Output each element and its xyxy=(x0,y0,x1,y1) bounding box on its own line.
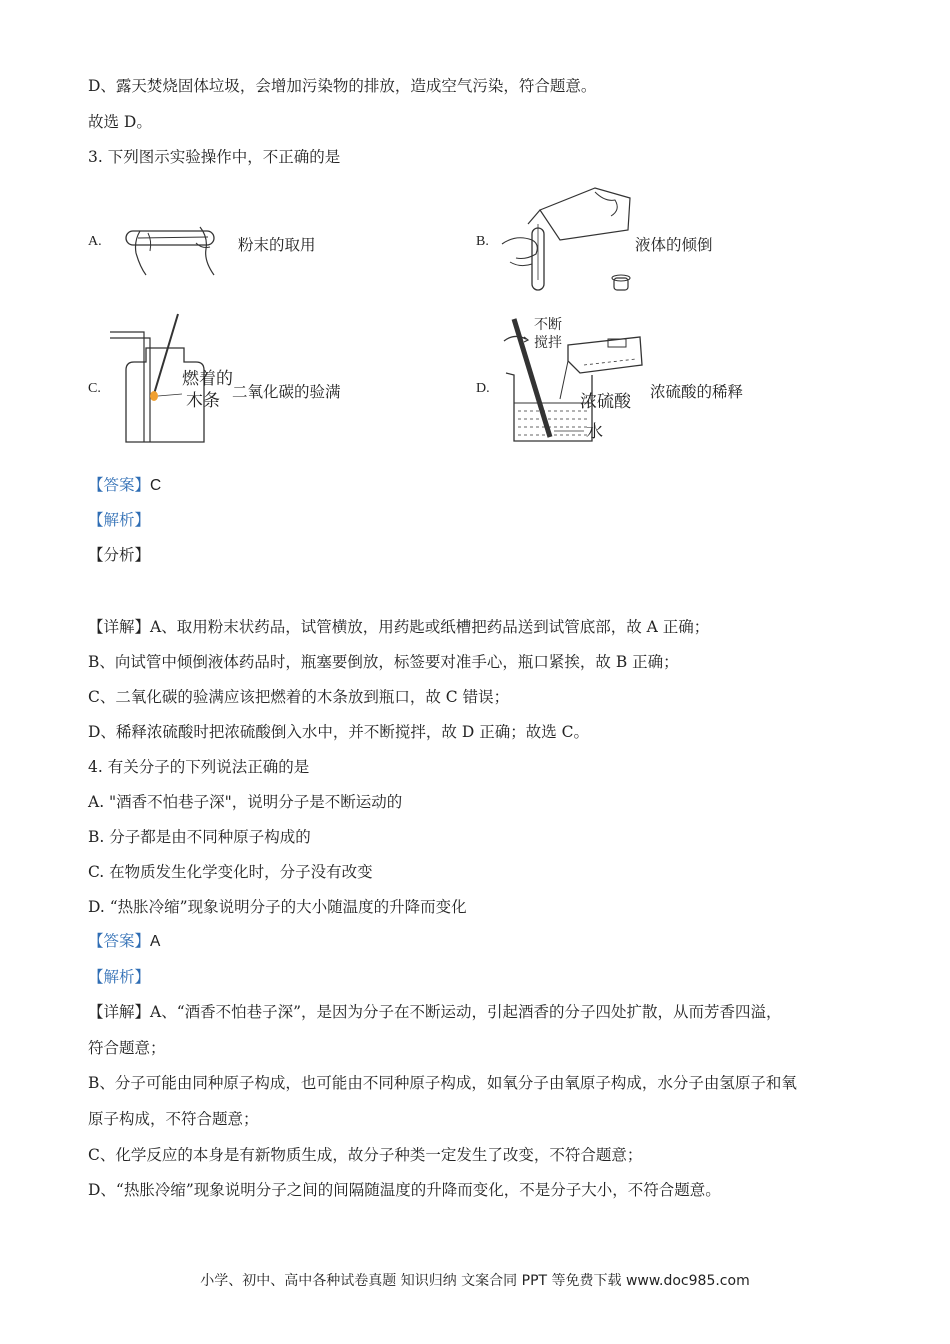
q4-detail-3: C、化学反应的本身是有新物质生成，故分子种类一定发生了改变，不符合题意； xyxy=(88,1146,643,1164)
c-label-stick: 木条 xyxy=(186,391,220,411)
q3-analysis-tag: 【解析】 xyxy=(88,511,151,529)
q4-detail-2b: 原子构成，不符合题意； xyxy=(88,1110,259,1128)
detail-tag: 【详解】 xyxy=(88,618,151,636)
q4-option-a: A. "酒香不怕巷子深"，说明分子是不断运动的 xyxy=(88,793,403,811)
q4-option-d: D. “热胀冷缩”现象说明分子的大小随温度的升降而变化 xyxy=(88,898,467,916)
d-label-stir2: 搅拌 xyxy=(534,335,562,351)
acid-dilution-figure xyxy=(500,315,650,445)
q4-detail-4: D、“热胀冷缩”现象说明分子之间的间隔随温度的升降而变化，不是分子大小，不符合题意。 xyxy=(88,1181,721,1199)
q3-detail-2: B、向试管中倾倒液体药品时，瓶塞要倒放，标签要对准手心，瓶口紧挨，故 B 正确； xyxy=(88,653,679,671)
d-label-water: 水 xyxy=(586,422,603,442)
answer-value: C xyxy=(150,477,162,494)
q4-detail-1b: 符合题意； xyxy=(88,1039,166,1057)
option-b-caption: 液体的倾倒 xyxy=(635,236,713,254)
option-c-letter: C. xyxy=(88,381,101,396)
q3-fenxi-tag: 【分析】 xyxy=(88,546,151,564)
q4-detail-1a: 【详解】A、“酒香不怕巷子深”，是因为分子在不断运动，引起酒香的分子四处扩散，从而芳香四溢， xyxy=(88,1003,782,1021)
option-d-caption: 浓硫酸的稀释 xyxy=(650,383,744,401)
option-c-caption: 二氧化碳的验满 xyxy=(232,383,341,401)
q3-detail-4: D、稀释浓硫酸时把浓硫酸倒入水中，并不断搅拌，故 D 正确；故选 C。 xyxy=(88,723,589,741)
co2-test-figure xyxy=(108,312,240,447)
question-4-stem: 4. 有关分子的下列说法正确的是 xyxy=(88,758,310,776)
q4-option-c: C. 在物质发生化学变化时，分子没有改变 xyxy=(88,863,373,881)
q4-detail-2a: B、分子可能由同种原子构成，也可能由不同种原子构成，如氧分子由氧原子构成，水分子由氢原子和氧 xyxy=(88,1074,797,1092)
q3-detail-3: C、二氧化碳的验满应该把燃着的木条放到瓶口，故 C 错误； xyxy=(88,688,510,706)
text-line: D、露天焚烧固体垃圾，会增加污染物的排放，造成空气污染，符合题意。 xyxy=(88,77,597,95)
question-3-stem: 3. 下列图示实验操作中，不正确的是 xyxy=(88,148,341,166)
q4-analysis-tag: 【解析】 xyxy=(88,968,151,986)
answer-tag: 【答案】 xyxy=(88,932,151,950)
q4-answer xyxy=(88,931,160,952)
text-line: 故选 D。 xyxy=(88,113,152,131)
detail-tag: 【详解】 xyxy=(88,1003,151,1021)
footer-link[interactable]: 小学、初中、高中各种试卷真题 知识归纳 文案合同 PPT 等免费下载 www.doc985.com xyxy=(200,1273,750,1289)
answer-tag: 【答案】 xyxy=(88,476,151,494)
c-label-burning: 燃着的 xyxy=(182,369,233,389)
option-b-letter: B. xyxy=(476,234,489,249)
d-label-stir1: 不断 xyxy=(534,317,562,333)
option-d-letter: D. xyxy=(476,381,490,396)
q3-detail-1: 【详解】A、取用粉末状药品，试管横放，用药匙或纸槽把药品送到试管底部，故 A 正确； xyxy=(88,618,710,636)
option-a-caption: 粉末的取用 xyxy=(238,236,316,254)
d-label-acid: 浓硫酸 xyxy=(580,392,631,412)
option-a-letter: A. xyxy=(88,234,102,249)
liquid-pouring-figure xyxy=(500,180,640,298)
q3-answer xyxy=(88,475,161,496)
answer-value: A xyxy=(150,933,161,950)
powder-taking-figure xyxy=(118,213,228,278)
q4-option-b: B. 分子都是由不同种原子构成的 xyxy=(88,828,311,846)
